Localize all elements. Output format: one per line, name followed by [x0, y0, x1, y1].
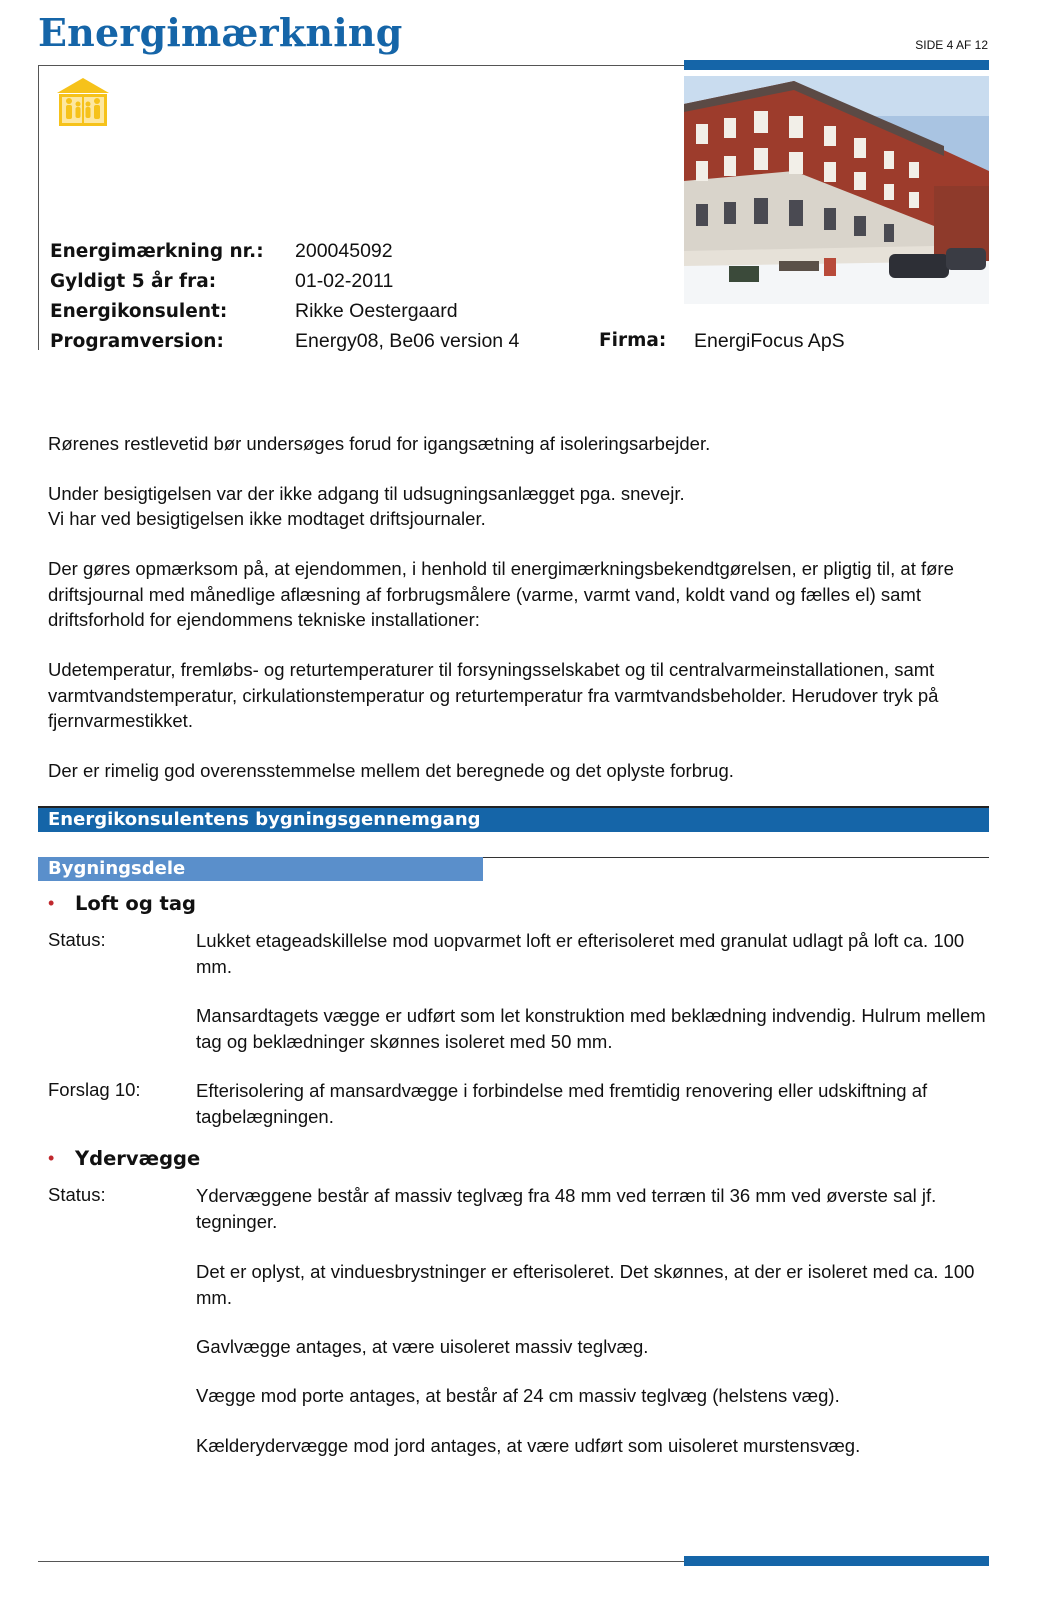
house-family-logo-icon [57, 78, 109, 128]
footer-accent-bar [684, 1556, 989, 1566]
energy-label-number-value: 200045092 [295, 240, 393, 262]
walls-status-label: Status: [48, 1184, 106, 1205]
bullet-icon: • [48, 1148, 55, 1168]
loft-proposal-label: Forslag 10: [48, 1079, 141, 1100]
header-accent-bar [684, 60, 989, 70]
consultant-value: Rikke Oestergaard [295, 300, 458, 322]
section-header-building-review: Energikonsulentens bygningsgennemgang [38, 806, 989, 832]
energy-label-number-label: Energimærkning nr.: [50, 241, 264, 262]
page-number: SIDE 4 AF 12 [915, 38, 988, 52]
paragraph-pipes: Rørenes restlevetid bør undersøges forud for igangsætning af isoleringsarbejder. [48, 433, 711, 454]
paragraph-inspection-journal: Vi har ved besigtigelsen ikke modtaget driftsjournaler. [48, 508, 486, 529]
paragraph-obligation: Der gøres opmærksom på, at ejendommen, i henhold til energimærkningsbekendtgørelsen, er pligtig til, at føre driftsjournal med månedlige aflæsning af forbrugsmålere (varme, varmt vand, koldt vand og fælles el) samt driftsforhold for ejendommens tekniske installationer: [48, 558, 954, 630]
building-photo [684, 76, 989, 304]
loft-status-label: Status: [48, 929, 106, 950]
heading-loft-og-tag: Loft og tag [75, 892, 196, 915]
info-row-program [50, 330, 845, 353]
page-title: Energimærkning [38, 10, 403, 55]
header-left-rule [38, 65, 39, 350]
info-row-valid [50, 270, 394, 293]
walls-status-text-4: Vægge mod porte antages, at består af 24 cm massiv teglvæg (helstens væg). [196, 1385, 840, 1406]
valid-from-value: 01-02-2011 [295, 270, 394, 292]
company-value: EnergiFocus ApS [694, 330, 845, 352]
loft-status-text-1: Lukket etageadskillelse mod uopvarmet loft er efterisoleret med granulat udlagt på loft ca. 100 mm. [196, 930, 965, 977]
walls-status-text-2: Det er oplyst, at vinduesbrystninger er efterisoleret. Det skønnes, at der er isoleret med ca. 100 mm. [196, 1261, 975, 1308]
info-row-consultant [50, 300, 458, 323]
company-label: Firma: [599, 330, 667, 351]
walls-status-text-5: Kælderydervægge mod jord antages, at være udført som uisoleret murstensvæg. [196, 1435, 861, 1456]
info-row-number [50, 240, 393, 263]
footer-rule [38, 1561, 684, 1562]
walls-status-text-3: Gavlvægge antages, at være uisoleret massiv teglvæg. [196, 1336, 649, 1357]
header-rule [38, 65, 684, 66]
consultant-label: Energikonsulent: [50, 301, 228, 322]
subsection-header-building-parts: Bygningsdele [38, 857, 483, 881]
walls-status-text-1: Ydervæggene består af massiv teglvæg fra 48 mm ved terræn til 36 mm ved øverste sal jf. tegninger. [196, 1185, 937, 1232]
program-version-label: Programversion: [50, 331, 224, 352]
paragraph-consumption: Der er rimelig god overensstemmelse mellem det beregnede og det oplyste forbrug. [48, 760, 734, 781]
paragraph-temperatures: Udetemperatur, fremløbs- og returtemperaturer til forsyningsselskabet og til centralvarmeinstallationen, samt varmtvandstemperatur, cirkulationstemperatur og returtemperatur fra varmtvandsbeholder. Herudover tryk på fjernvarmestikket. [48, 659, 939, 731]
subsection-rule [483, 857, 989, 858]
loft-proposal-text: Efterisolering af mansardvægge i forbindelse med fremtidig renovering eller udskiftning af tagbelægningen. [196, 1080, 928, 1127]
loft-status-text-2: Mansardtagets vægge er udført som let konstruktion med beklædning indvendig. Hulrum mellem tag og beklædninger skønnes isoleret med 50 mm. [196, 1005, 986, 1052]
heading-ydervaegge: Ydervægge [75, 1147, 201, 1170]
bullet-icon: • [48, 893, 55, 913]
program-version-value: Energy08, Be06 version 4 [295, 330, 520, 352]
paragraph-inspection-access: Under besigtigelsen var der ikke adgang til udsugningsanlægget pga. snevejr. [48, 483, 685, 504]
valid-from-label: Gyldigt 5 år fra: [50, 271, 217, 292]
